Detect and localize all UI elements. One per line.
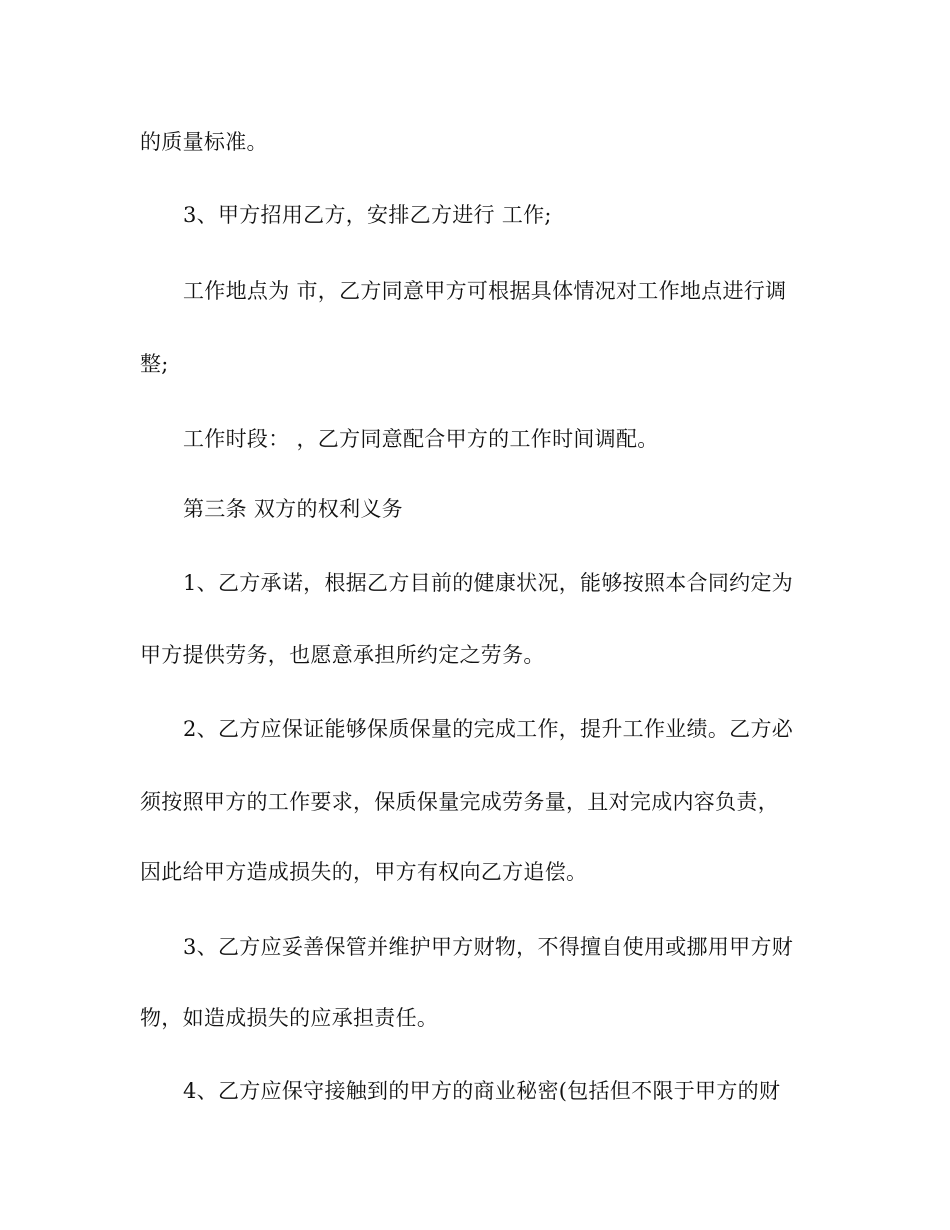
- text-line-clause-3-work: 3、甲方招用乙方，安排乙方进行 工作;: [183, 203, 552, 227]
- text-line-quality-standard: 的质量标准。: [140, 130, 268, 154]
- text-line-clause-1: 1、乙方承诺，根据乙方目前的健康状况，能够按照本合同约定为: [183, 571, 794, 595]
- text-line-adjustment: 整;: [140, 352, 169, 376]
- section-heading-rights-obligations: 第三条 双方的权利义务: [183, 497, 403, 521]
- text-line-work-location: 工作地点为 市，乙方同意甲方可根据具体情况对工作地点进行调: [183, 279, 787, 303]
- text-line-clause-2: 2、乙方应保证能够保质保量的完成工作，提升工作业绩。乙方必: [183, 717, 794, 741]
- text-line-clause-3-property: 3、乙方应妥善保管并维护甲方财物，不得擅自使用或挪用甲方财: [183, 935, 794, 959]
- text-line-clause-1-cont: 甲方提供劳务，也愿意承担所约定之劳务。: [140, 643, 545, 667]
- text-line-work-hours: 工作时段： ，乙方同意配合甲方的工作时间调配。: [183, 427, 659, 451]
- text-line-clause-3-property-cont: 物，如造成损失的应承担责任。: [140, 1006, 439, 1030]
- text-line-clause-4: 4、乙方应保守接触到的甲方的商业秘密(包括但不限于甲方的财: [183, 1079, 781, 1103]
- text-line-clause-2-cont-1: 须按照甲方的工作要求，保质保量完成劳务量，且对完成内容负责，: [140, 790, 779, 814]
- text-line-clause-2-cont-2: 因此给甲方造成损失的，甲方有权向乙方追偿。: [140, 860, 588, 884]
